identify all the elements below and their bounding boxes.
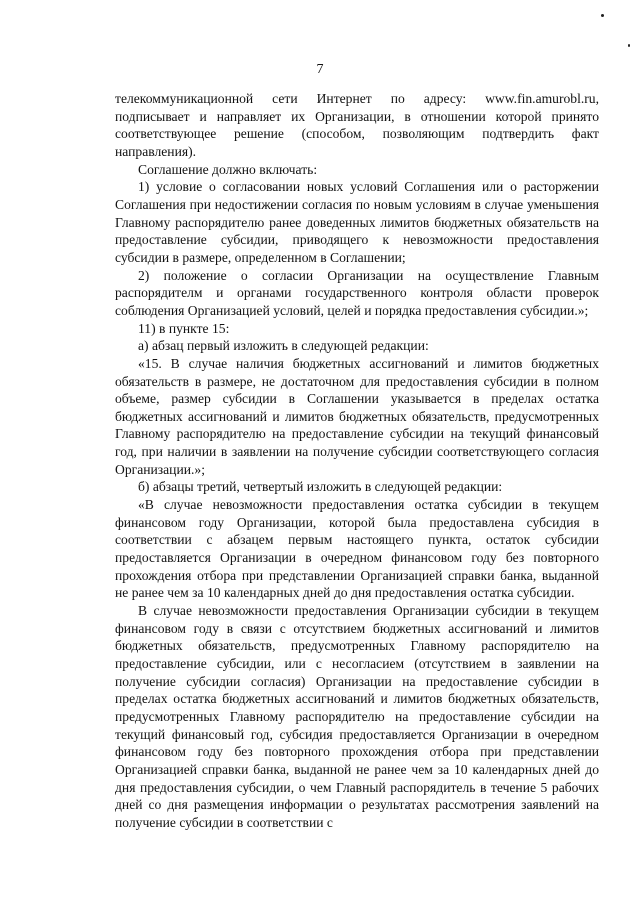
- paragraph: «15. В случае наличия бюджетных ассигнований и лимитов бюджетных обязательств в размере, не достаточном для предоставления субсидии в полном объеме, размер субсидии в Соглашении указывается в пределах остатка бюджетных ассигнований и лимитов бюджетных обязательств, предусмотренных Главному распорядителю на предоставление субсидии на текущий финансовый год, при наличии в заявлении на получение субсидии соответствующего согласия Организации.»;: [115, 355, 599, 477]
- paragraph: 11) в пункте 15:: [138, 320, 230, 336]
- paragraph: 2) положение о согласии Организации на осуществление Главным распорядителм и органами государственного контроля области проверок соблюдения Организацией условий, целей и порядка предоставления субсидии.»;: [115, 267, 599, 318]
- paragraph: телекоммуникационной сети Интернет по адресу: www.fin.amurobl.ru, подписывает и направляет их Организации, в отношении которой принято соответствующее решение (способом, позволяющим подтвердить факт направления).: [115, 91, 599, 159]
- paragraph: В случае невозможности предоставления Организации субсидии в текущем финансовом году в связи с отсутствием бюджетных ассигнований и лимитов бюджетных обязательств, предусмотренных Главному распорядителю на предоставление субсидии, или с несогласием (отсутствием в заявлении на получение субсидии согласия) Организации на предоставление субсидии в пределах остатка бюджетных ассигнований и лимитов бюджетных обязательств, предусмотренных Главному распорядителю на предоставление субсидии на текущий финансовый год, субсидия предоставляется Организации в очередном финансовом году без повторного прохождения отбора при представлении Организацией справки банка, выданной не ранее чем за 10 календарных дней до дня предоставления субсидии, о чем Главный распорядитель в течение 5 рабочих дней со дня размещения информации о результатах рассмотрения заявлений на получение субсидии в соответствии с: [115, 603, 599, 830]
- document-body: [115, 90, 599, 832]
- scan-speck: [628, 44, 630, 47]
- page-number: 7: [316, 62, 324, 77]
- paragraph: 1) условие о согласовании новых условий Соглашения или о расторжении Соглашения при недостижении согласия по новым условиям в случае уменьшения Главному распорядителю ранее доведенных лимитов бюджетных обязательств на предоставление субсидии, приводящего к невозможности предоставления субсидии в размере, определенном в Соглашении;: [115, 179, 599, 265]
- paragraph: а) абзац первый изложить в следующей редакции:: [138, 338, 429, 354]
- paragraph: б) абзацы третий, четвертый изложить в следующей редакции:: [138, 479, 503, 495]
- paragraph: «В случае невозможности предоставления остатка субсидии в текущем финансовом году Организации, которой была предоставлена субсидия в соответствии с абзацем первым настоящего пункта, остаток субсидии предоставляется Организации в очередном финансовом году без повторного прохождения отбора при представлении Организацией справки банка, выданной не ранее чем за 10 календарных дней до дня предоставления остатка субсидии.: [115, 497, 599, 601]
- paragraph: Соглашение должно включать:: [138, 161, 318, 177]
- scan-speck: [601, 14, 604, 17]
